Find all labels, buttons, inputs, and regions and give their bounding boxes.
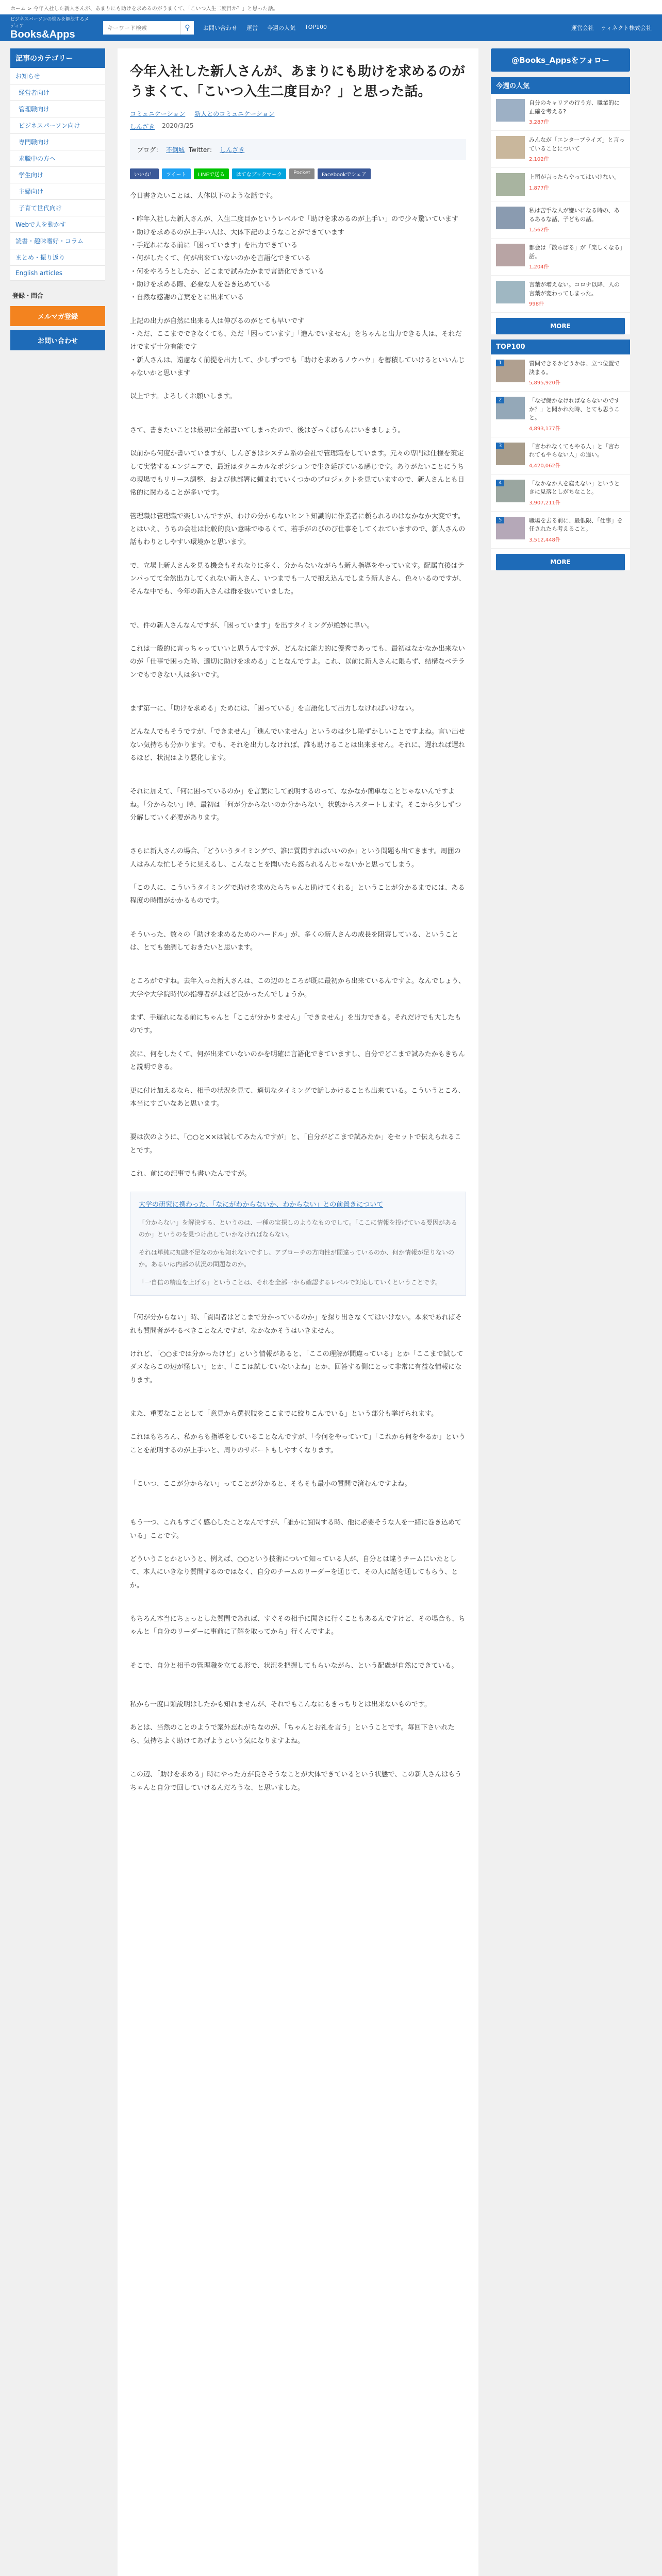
share-count: 1,204件 [529,264,549,270]
category-jobseekers[interactable]: 求職中の方へ [10,150,105,167]
header-nav [203,24,327,32]
paragraph: 管理職は管理職で楽しいんですが、わけの分からないヒント知識的に作業者に頼られるのはなかなか大変です。とはいえ、うちの会社は比較的良い意味でゆるくて、若手がのびのび仕事をしてくれていますので、新人さんの話もわりとしやすい環境かと思います。 [130,512,466,547]
share-count: 3,907,211件 [529,500,560,506]
paragraph: 上記の出力が自然に出来る人は伸びるのがとても早いです ・ただ、ここまでできなくても、ただ「困っています」「進んでいません」をちゃんと出力できる人は、それだけでまず十分有能です ・新人さんは、遠慮なく前提を出力して、少しずつでも「助けを求めるノウハウ」を蓄積していけるといいんじゃないかと思います [130,317,465,378]
share-count: 1,877件 [529,185,549,191]
category-managers[interactable]: 管理職向け [10,101,105,117]
category-students[interactable]: 学生向け [10,167,105,183]
paragraph: 「こいつ、ここが分からない」ってことが分かると、そもそも最小の質問で済むんですよね。 [130,1480,411,1488]
top100-panel [491,340,630,570]
popular-article-card[interactable] [491,239,630,276]
rank-number: 4 [496,480,504,486]
article-thumbnail [496,136,525,159]
card-title: 職場を去る前に、最低限、「仕事」を任されたら考えること。 [529,517,623,532]
tag-newhire[interactable]: 新人とのコミュニケーション [194,110,275,117]
category-business[interactable]: ビジネスパーソン向け [10,117,105,134]
share-count: 4,420,062件 [529,463,560,469]
bio-twitter-link[interactable]: しんざき [220,146,245,154]
author-bio [130,139,466,160]
header-right [571,24,652,32]
popular-article-card[interactable] [491,131,630,168]
article-thumbnail [496,281,525,303]
category-heading: 記事のカテゴリー [10,48,105,68]
category-homemakers[interactable]: 主婦向け [10,183,105,200]
ranking-card[interactable] [491,392,630,437]
quote-paragraph: それは単純に知識不足なのかも知れないですし、アプローチの方向性が間違っているのか、何か情報が足りないのか。あるいは内部の状況の問題なのか。 [139,1248,455,1268]
top100-heading: TOP100 [491,340,630,354]
rank-number: 3 [496,443,504,449]
ranking-card[interactable] [491,437,630,474]
publish-date: 2020/3/25 [162,122,194,129]
paragraph: けれど、「○○までは分かったけど」という情報があると、「ここの理解が間違っている」とか「ここまで試してダメならこの辺が怪しい」とか、「ここは試していないよね」とか、回答する側にとって非常に有益な情報になります。 [130,1350,464,1384]
article-thumbnail [496,207,525,229]
paragraph: 「この人に、こういうタイミングで助けを求めたらちゃんと助けてくれる」ということが分かるまでには、ある程度の時間がかかるものです。 [130,884,465,905]
paragraph: そこで、自分と相手の管理職を立てる形で、状況を把握してもらいながら、という配慮が自然にできている。 [130,1662,458,1670]
category-news[interactable]: お知らせ [10,68,105,84]
logo-name: Books&Apps [10,28,75,40]
paragraph: 私から一度口頭説明はしたかも知れませんが、それでもこんなにもきっちりとは出来ないものです。 [130,1701,431,1709]
paragraph: 以前から何度か書いていますが、しんざきはシステム系の会社で管理職をしています。元々の専門は仕様を策定して実装するエンジニアで、最近はタクニカルなポジションで生き延びている感じです。ありがたいことにうちの現場でもリリース調整、および他部署に頼まれていくつかのプロジェクトを見ていますので、新人さんとも日常的に関わることが多いです。 [130,450,465,497]
facebook-share-button[interactable]: Facebookでシェア [318,168,371,179]
hatena-bookmark-button[interactable]: はてなブックマーク [232,168,286,179]
quote-source-link[interactable]: 大学の研究に携わった、「なにがわからないか、わからない」との前置きについて [139,1201,384,1209]
paragraph: さらに新人さんの場合、「どういうタイミングで、誰に質問すればいいのか」という問題も出てきます。周囲の人はみんな忙しそうに見えるし、こんなことを聞いたら怒られるんじゃないかと思ってしまう。 [130,848,461,869]
article [118,48,478,2576]
article-thumbnail [496,244,525,266]
article-meta [130,122,466,131]
paragraph: これ、前にの記事でも書いたんですが。 [130,1170,251,1178]
company-link[interactable]: ティネクト株式会社 [601,25,652,31]
facebook-like-button[interactable]: いいね！ [130,168,159,179]
right-sidebar [491,48,630,2576]
bio-blog-link[interactable]: 不倒城 [166,146,185,154]
paragraph: 以上です。よろしくお願いします。 [130,393,236,401]
ranking-card[interactable] [491,474,630,512]
card-title: みんなが「エンタープライズ」と言っていることについて [529,137,625,152]
paragraph: まず、手遅れになる前にちゃんと「ここが分かりません」「できません」を出力できる。それだけでも大したものです。 [130,1014,461,1035]
card-title: 私は苦手な人が嫌いになる時の、あるあるな話、子どもの話。 [529,207,620,223]
paragraph: あとは、当然のことのようで案外忘れがちなのが、「ちゃんとお礼を言う」ということです。毎回下さいれたら、気持ちよく助けてあげようという気になりますよね。 [130,1724,455,1745]
share-count: 2,102件 [529,157,549,162]
logo-tagline: ビジネスパーソンの悩みを解決するメディア [10,16,89,29]
category-summary[interactable]: まとめ・振り返り [10,249,105,266]
weekly-popular-panel [491,77,630,334]
paragraph: どんな人でもそうですが、「できません」「進んでいません」というのは少し恥ずかしいことですよね。言い出せない気持ちも分かります。でも、それを出力しなければ、誰も助けることは出来ません。それに、遅れれば遅れるほど、状況はより悪化します。 [130,728,466,762]
search-icon[interactable]: ⚲ [180,21,194,35]
nav-about[interactable]: 運営 [246,25,258,31]
ranking-card[interactable] [491,512,630,549]
share-count: 5,895,920件 [529,380,560,386]
paragraph: まず第一に、「助けを求める」ためには、「困っている」を言語化して出力しなければいけない。 [130,704,419,713]
card-title: 自分のキャリアの行う方、職業的に正確を考える? [529,99,620,115]
paragraph: 要は次のように、「○○と××は試してみたんですが」と、「自分がどこまで試みたか」をセットで伝えられることです。 [130,1133,461,1155]
article-tags [130,109,466,118]
share-buttons [130,168,466,179]
bio-twitter-label: Twitter： [189,146,216,154]
register-heading: 登録・問合 [12,292,44,299]
paragraph: もちろん本当にちょっとした質問であれば、すぐその相手に聞きに行くこともあるんですけど、その場合も、ちゃんと「自分のリーダーに事前に了解を取ってから」行くんですよ。 [130,1615,466,1636]
search-input[interactable] [103,21,180,35]
quote-paragraph: 「分からない」を解決する、というのは、一種の宝探しのようなものでして。「ここに情報を投げている要因があるのか」というのを見つけ出していかなければならない。 [139,1219,457,1239]
nav-contact[interactable]: お問い合わせ [203,25,237,31]
weekly-popular-heading: 今週の人気 [491,77,630,94]
paragraph: 「何が分からない」時、「質問者はどこまで分かっているのか」を探り出さなくてはいけない。本来であればそれも質問者がやるべきことなんですが、なかなかそうはいきません。 [130,1314,462,1335]
card-title: 言葉が増えない。コロナ以降、人の言葉が変わってしまった。 [529,281,620,297]
quote-paragraph: 「一自信の精度を上げる」ということは、それを全部一から確認するレベルで対応していくということです。 [139,1278,442,1286]
paragraph: これはもちろん、私からも指導をしていることなんですが、「今何をやっていて」「これから何をやるか」ということを説明するのが上手いと、周りのサポートもしやすくなります。 [130,1433,466,1454]
paragraph: さて、書きたいことは最初に全部書いてしまったので、後はざっくばらんにいきましょう。 [130,426,405,434]
paragraph: ところがですね。去年入った新人さんは、この辺のところが既に最初から出来ているんですよ。なんでしょう、大学や大学院時代の指導者がよほど良かったんでしょうか。 [130,977,466,998]
category-parents[interactable]: 子育て世代向け [10,200,105,216]
card-title: 質問できるかどうかは、立つ位置で決まる。 [529,360,620,376]
card-title: 「なぜ働かなければならないのですか？」と聞かれた時、とても思うこと。 [529,397,620,421]
popular-article-card[interactable] [491,94,630,131]
rank-number: 1 [496,360,504,366]
share-count: 3,512,448件 [529,537,560,543]
paragraph: また、重要なこととして「意見から選択肢をここまでに絞りこんでいる」という部分も挙げられます。 [130,1410,438,1418]
nav-top100[interactable]: TOP100 [305,24,327,30]
popular-article-card[interactable] [491,201,630,239]
top100-more-button[interactable]: MORE [496,554,625,570]
rank-number: 5 [496,517,504,523]
paragraph: これは一般的に言っちゃっていいと思うんですが、どんなに能力的に優秀であっても、最初はなかなか出来ないのが「仕事で困った時、適切に助けを求める」ことなんですよ。これ、以前に新人さんに限らず、結構なベテランでもできない人は多いです。 [130,645,465,679]
twitter-follow-button[interactable]: @Books_Appsをフォロー [491,48,630,72]
popular-article-card[interactable] [491,276,630,313]
company-label: 運営会社 [571,25,594,31]
ranking-card[interactable] [491,354,630,392]
site-logo[interactable] [10,15,93,41]
nav-weekly[interactable]: 今週の人気 [267,25,295,31]
left-sidebar [10,48,105,2576]
card-title: 都会は「散らばる」が「楽しくなる」話。 [529,244,623,260]
paragraph: 更に付け加えるなら、相手の状況を見て、適切なタイミングで話しかけることも出来ている。こういうところ、本当にすごいなあと思います。 [130,1087,465,1108]
line-share-button[interactable]: LINEで送る [194,168,229,179]
bio-blog-label: ブログ： [137,146,162,154]
paragraph: で、立場上新人さんを見る機会もそれなりに多く、分からないながらも新人指導をやっています。配属直後はテンパってて全然出力してくれない新人さん、いつまでも一人で抱え込んでしまう新人さん、色々いるのですが、そんな中でも、今年の新人さんは群を抜いていました。 [130,562,466,596]
contact-button[interactable]: お問い合わせ [10,330,105,350]
category-professionals[interactable]: 専門職向け [10,134,105,150]
weekly-more-button[interactable]: MORE [496,318,625,334]
paragraph: それに加えて、「何に困っているのか」を言葉にして説明するのって、なかなか簡単なことじゃないんですよね。「分からない」時、最初は「何が分からないのか分からない」状態からスタートします。そこから少しずつ分解していく必要があります。 [130,788,461,822]
paragraph: で、件の新人さんなんですが、「困っています」を出すタイミングが絶妙に早い。 [130,621,374,630]
breadcrumb: ホーム > 今年入社した新人さんが、あまりにも助けを求めるのがうまくて、「こいつ入生二度目か？」と思った話。 [0,0,662,14]
category-english[interactable]: English articles [10,266,105,281]
article-title: 今年入社した新人さんが、あまりにも助けを求めるのがうまくて、「こいつ入生二度目か？」と思った話。 [130,64,466,99]
card-title: 上司が言ったらやってはいけない。 [529,174,620,180]
card-title: 「なかなか人を雇えない」というときに見落としがちなこと。 [529,480,620,495]
paragraph: 今日書きたいことは、大体以下のような話です。 [130,192,277,200]
tag-communication[interactable]: コミュニケーション [130,110,186,117]
newsletter-button[interactable]: メルマガ登録 [10,306,105,326]
share-count: 3,287件 [529,120,549,125]
article-thumbnail [496,99,525,122]
paragraph: 次に、何をしたくて、何が出来ていないのかを明確に言語化できていますし、自分でどこまで試みたかもきちんと説明できる。 [130,1050,465,1072]
site-header [0,14,662,41]
author-link[interactable]: しんざき [130,123,155,130]
card-title: 「言われなくてもやる人」と「言われてもやらない人」の違い。 [529,443,620,458]
category-columns[interactable]: 読書・趣味嗜好・コラム [10,233,105,249]
paragraph: ・昨年入社した新人さんが、入生二度目かというレベルで「助けを求めるのが上手い」ので少々驚いています ・助けを求めるのが上手い人は、大体下記のようなことができています ・手遅れになる前に「困っています」を出力できている ・何がしたくて、何が出来ていないのかを言語化できている ・何をやろうとしたか、どこまで試みたかまで言語化できている ・助けを求める際、必要な人を巻き込めている ・自然な感謝の言葉をとに出来ている [130,215,459,302]
paragraph: どういうことかというと、例えば、○○という技術について知っている人が、自分とは違うチームにいたとして、本人にいきなり質問するのではなく、自分のチームのリーダーを通じて、その人に話を通してもらう、とか。 [130,1555,458,1589]
share-count: 998件 [529,301,544,307]
quoted-article [130,1192,466,1296]
tweet-button[interactable]: ツイート [162,168,191,179]
share-count: 1,562件 [529,227,549,233]
category-executives[interactable]: 経営者向け [10,84,105,101]
rank-number: 2 [496,397,504,403]
paragraph: そういった、数々の「助けを求めるためのハードル」が、多くの新人さんの成長を阻害している、ということは、とても強調しておきたいと思います。 [130,930,459,952]
paragraph: この辺、「助けを求める」時にやった方が良さそうなことが大体できているという状態で、この新人さんはもうちゃんと自分で回していけるんだろうな、と思いました。 [130,1771,462,1792]
article-thumbnail [496,173,525,196]
article-body [130,190,466,1794]
category-web[interactable]: Webで人を動かす [10,216,105,233]
pocket-button[interactable]: Pocket [289,168,315,179]
paragraph: もう一つ、これもすごく感心したことなんですが、「誰かに質問する時、他に必要そうな人を一緒に巻き込めている」ことです。 [130,1519,461,1540]
category-list [10,68,105,281]
popular-article-card[interactable] [491,168,630,201]
share-count: 4,893,177件 [529,426,560,432]
